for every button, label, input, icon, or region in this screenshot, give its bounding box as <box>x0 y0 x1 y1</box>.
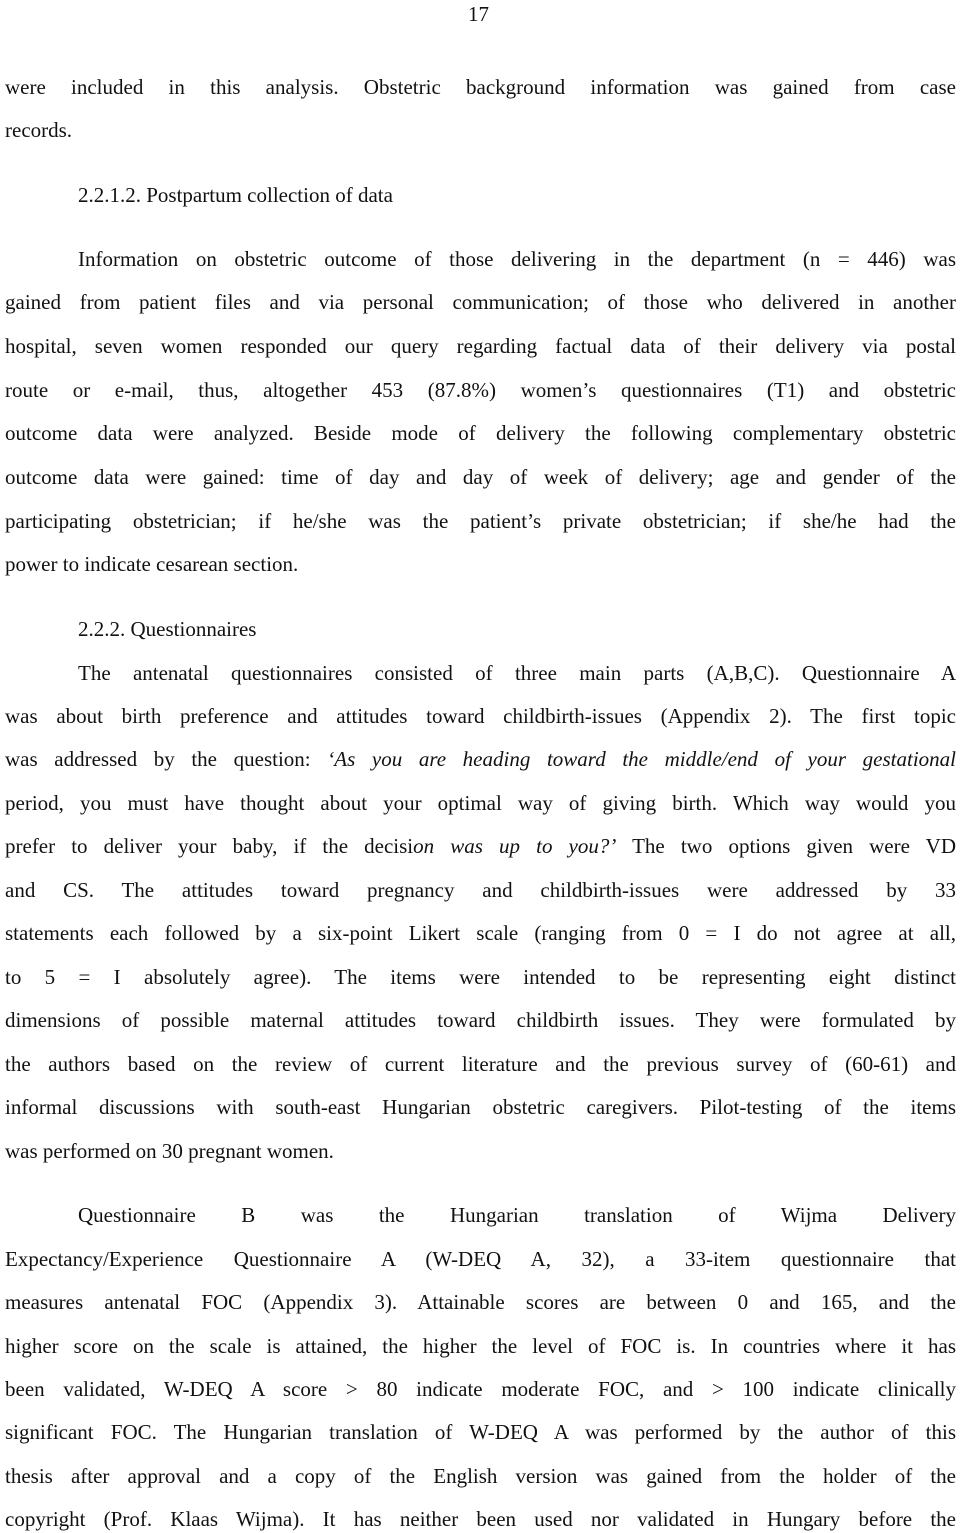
text-line-content: thesis after approval and a copy of the English version was gained from the holder of the <box>5 1464 956 1488</box>
text-line <box>5 1507 956 1532</box>
text-line <box>78 617 956 642</box>
text-line <box>5 75 956 100</box>
text-line <box>5 1420 956 1445</box>
text-line-content: were included in this analysis. Obstetric background information was gained from case <box>5 75 956 99</box>
text-line-content: The antenatal questionnaires consisted of three main parts (A,B,C). Questionnaire A <box>78 661 956 685</box>
text-line-content: gained from patient files and via personal communication; of those who delivered in another <box>5 290 956 314</box>
text-line <box>78 183 956 208</box>
text-line-content: route or e-mail, thus, altogether 453 (87.8%) women’s questionnaires (T1) and obstetric <box>5 378 956 402</box>
text-line <box>5 334 956 359</box>
text-line <box>5 378 956 403</box>
text-line <box>5 921 956 946</box>
text-line-content: was addressed by the question: <box>5 747 328 771</box>
text-line <box>5 704 956 729</box>
page-number: 17 <box>468 2 489 26</box>
text-line-content: to 5 = I absolutely agree). The items were intended to be representing eight distinct <box>5 965 956 989</box>
text-line-content: outcome data were gained: time of day and day of week of delivery; age and gender of the <box>5 465 956 489</box>
text-line <box>5 552 956 577</box>
text-line-continuation: The two options given were VD <box>616 834 956 858</box>
text-line-content: Information on obstetric outcome of those delivering in the department (n = 446) was <box>78 247 956 271</box>
text-line <box>78 661 956 686</box>
text-line <box>5 421 956 446</box>
text-line <box>5 1377 956 1402</box>
text-line-content: records. <box>5 118 73 142</box>
text-line <box>5 1052 956 1077</box>
text-line <box>5 118 956 143</box>
text-line-content: higher score on the scale is attained, the higher the level of FOC is. In countries where it has <box>5 1334 956 1358</box>
text-line-content: was performed on 30 pregnant women. <box>5 1139 334 1163</box>
text-line-content: and CS. The attitudes toward pregnancy and childbirth-issues were addressed by 33 <box>5 878 956 902</box>
text-line-content: dimensions of possible maternal attitudes toward childbirth issues. They were formulated by <box>5 1008 956 1032</box>
text-line-content: power to indicate cesarean section. <box>5 552 299 576</box>
text-line <box>5 1247 956 1272</box>
text-line-content: copyright (Prof. Klaas Wijma). It has neither been used nor validated in Hungary before the <box>5 1507 956 1531</box>
text-line-content: hospital, seven women responded our query regarding factual data of their delivery via postal <box>5 334 956 358</box>
text-line-content: period, you must have thought about your optimal way of giving birth. Which way would you <box>5 791 956 815</box>
text-line-content: participating obstetrician; if he/she was the patient’s private obstetrician; if she/he had the <box>5 509 956 533</box>
text-line <box>5 965 956 990</box>
text-line-content: prefer to deliver your baby, if the decisi <box>5 834 414 858</box>
text-line-content: outcome data were analyzed. Beside mode of delivery the following complementary obstetric <box>5 421 956 445</box>
text-line-content: Expectancy/Experience Questionnaire A (W-DEQ A, 32), a 33-item questionnaire that <box>5 1247 956 1271</box>
text-line <box>5 747 956 772</box>
text-line <box>5 791 956 816</box>
text-line <box>5 1095 956 1120</box>
text-line-content: 2.2.1.2. Postpartum collection of data <box>78 183 393 207</box>
text-line-content: measures antenatal FOC (Appendix 3). Attainable scores are between 0 and 165, and the <box>5 1290 956 1314</box>
text-line <box>5 878 956 903</box>
italic-question-text: on was up to you?’ <box>413 834 617 858</box>
text-line <box>5 290 956 315</box>
text-line <box>5 1290 956 1315</box>
text-line-content: been validated, W-DEQ A score > 80 indicate moderate FOC, and > 100 indicate clinically <box>5 1377 956 1401</box>
text-line <box>5 1334 956 1359</box>
text-line-content: Questionnaire B was the Hungarian translation of Wijma Delivery <box>78 1203 956 1227</box>
text-line-content: the authors based on the review of current literature and the previous survey of (60-61) and <box>5 1052 956 1076</box>
text-line <box>5 1139 956 1164</box>
text-line-content: informal discussions with south-east Hungarian obstetric caregivers. Pilot-testing of the items <box>5 1095 956 1119</box>
text-line <box>5 465 956 490</box>
text-line-content: significant FOC. The Hungarian translation of W-DEQ A was performed by the author of this <box>5 1420 956 1444</box>
text-line <box>5 509 956 534</box>
text-line-content: 2.2.2. Questionnaires <box>78 617 257 641</box>
text-line-content: was about birth preference and attitudes toward childbirth-issues (Appendix 2). The first topic <box>5 704 956 728</box>
text-line <box>78 247 956 272</box>
text-line <box>5 1008 956 1033</box>
text-line-content: statements each followed by a six-point Likert scale (ranging from 0 = I do not agree at all, <box>5 921 956 945</box>
text-line <box>5 834 956 859</box>
text-line <box>78 1203 956 1228</box>
italic-question-text: ‘As you are heading toward the middle/end of your gestational <box>327 747 956 771</box>
text-line <box>5 1464 956 1489</box>
